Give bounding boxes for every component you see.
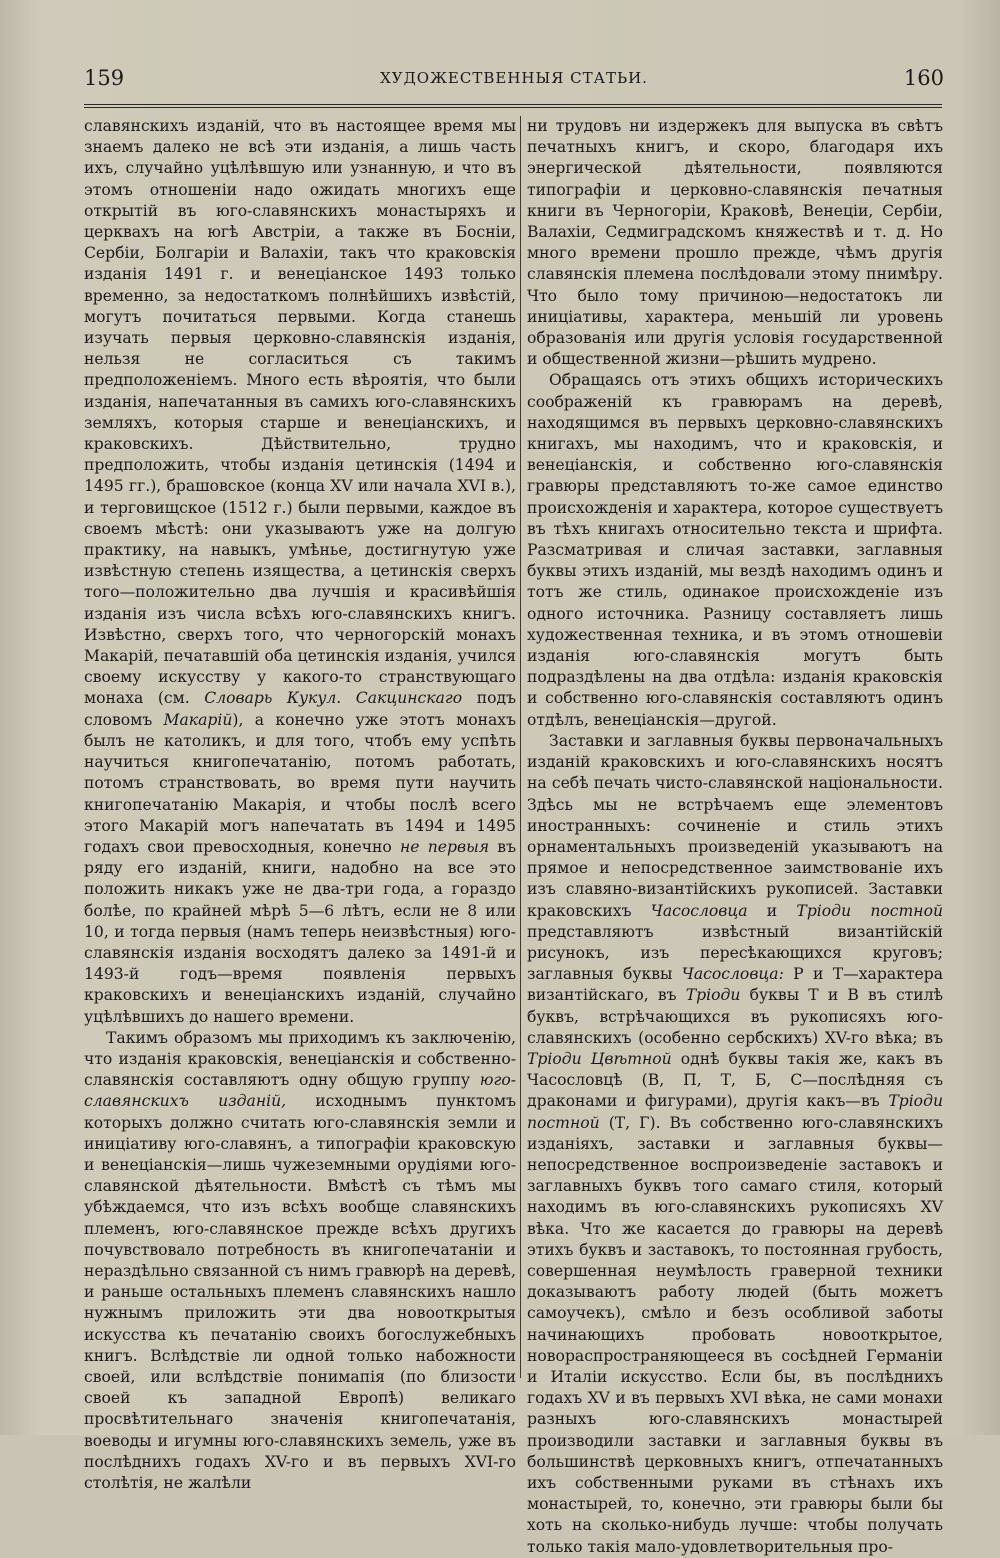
right-column [527, 116, 943, 1558]
page-number-left: 159 [84, 66, 125, 90]
paragraph: Обращаясь отъ этихъ общихъ историческихъ соображеній къ гравюрамъ на деревѣ, находящимся въ первыхъ церковно-славянскихъ книгахъ, мы находимъ, что и краковскія, и венеціанскія, и собственно юго-славянскія гравюры представляютъ то-же самое единство происхожденія и характера, которое существуетъ въ тѣхъ книгахъ относительно текста и шрифта. Разсматривая и сличая заставки, заглавныя буквы этихъ изданій, мы вездѣ находимъ одинъ и тотъ же стиль, одинакое происхожденіе изъ одного источника. Разницу составляетъ лишь художественная техника, и въ этомъ отношевіи изданія юго-славянскія могутъ быть подраздѣлены на два отдѣла: изданія краковскія и собственно юго-славянскія составляютъ одинъ отдѣлъ, венеціанскія—другой. [527, 371, 943, 729]
text-run: подъ словомъ [84, 689, 516, 729]
text-run: въ ряду его изданій, книги, надобно на все это положить никакъ уже не два-три года, а гораздо болѣе, по крайней мѣрѣ 5—6 лѣтъ, если не 8 или 10, и тогда первыя (намъ теперь неизвѣстныя) юго-славянскія изданія восходятъ далеко за 1491-й и 1493-й годъ—время появленія первыхъ краковскихъ и венеціанскихъ изданій, случайно уцѣлѣвшихъ до нашего времени. [84, 837, 516, 1026]
text-run: Заставки и заглавныя буквы первоначальныхъ изданій краковскихъ и юго-славянскихъ носятъ на себѣ печать чисто-славянской національности. Здѣсь мы не встрѣчаемъ еще элементовъ иностранныхъ: сочиненіе и стиль этихъ орнаментальныхъ произведеній указываютъ на прямое и непосредственное заимствованіе ихъ изъ славяно-византійскихъ рукописей. Заставки краковскихъ [527, 731, 943, 920]
header-rule-second [84, 107, 942, 108]
text-run: Такимъ образомъ мы приходимъ къ заключенію, что изданія краковскія, венеціанскія и собственно-славянскія составляютъ одну общую группу [84, 1028, 516, 1090]
page-number-right: 160 [903, 66, 944, 90]
italic-text: Тріоди постной [527, 1092, 943, 1132]
italic-text: не первыя [400, 837, 490, 856]
text-run: и [747, 901, 797, 920]
italic-text: Тріоди [685, 986, 741, 1005]
text-run: (Т, Г). Въ собственно юго-славянскихъ изданіяхъ, заставки и заглавныя буквы—непосредственное воспроизведеніе заставокъ и заглавныхъ буквъ того самаго стиля, который находимъ въ юго-славянскихъ рукописяхъ XV вѣка. Что же касается до гравюры на деревѣ этихъ буквъ и заставокъ, то постоянная грубость, совершенная неумѣлость граверной техники доказываютъ работу людей (быть можетъ самоучекъ), смѣло и безъ особливой заботы начинающихъ пробовать новооткрытое, новораспространяющееся въ сосѣдней Германіи и Италіи искусство. Если бы, въ послѣднихъ годахъ XV и въ первыхъ XVI вѣка, не сами монахи разныхъ юго-славянскихъ монастырей производили заставки и заглавныя буквы въ большинствѣ церковныхъ книгъ, отпечатанныхъ ихъ собственными руками въ стѣнахъ ихъ монастырей, то, конечно, эти гравюры были бы хоть на сколько-нибудь лучше: чтобы получать только такія мало-удовлетворительныя про- [527, 1113, 943, 1556]
paragraph [84, 1028, 516, 1494]
text-run: славянскихъ изданій, что въ настоящее время мы знаемъ далеко не всѣ эти изданія, а лишь часть ихъ, случайно уцѣлѣвшую или узнанную, и что въ этомъ отношеніи надо ожидать многихъ еще открытій въ юго-славянскихъ монастыряхъ и церквахъ на югѣ Австріи, а также въ Босніи, Сербіи, Болгаріи и Валахіи, такъ что краковскія изданія 1491 г. и венеціанское 1493 только временно, за недостаткомъ полнѣйшихъ извѣстій, могутъ почитаться первыми. Когда станешь изучать первыя церковно-славянскія изданія, нельзя не согласиться съ такимъ предположеніемъ. Много есть вѣроятія, что были изданія, напечатанныя въ самихъ юго-славянскихъ земляхъ, которыя старше и венеціанскихъ, и краковскихъ. Дѣйствительно, трудно предположить, чтобы изданія цетинскія (1494 и 1495 гг.), брашовское (конца XV или начала XVI в.), и терговищское (1512 г.) были первыми, каждое въ своемъ мѣстѣ: они указываютъ уже на долгую практику, на навыкъ, умѣнье, достигнутую уже извѣстную степень изящества, а цетинскія сверхъ того—положительно два лучшія и красивѣйшія изданія изъ числа всѣхъ юго-славянскихъ книгъ. Извѣстно, сверхъ того, что черногорскій монахъ Макарій, печатавшій оба цетинскія изданія, учился своему искусству у какого-то странствующаго монаха (см. [84, 117, 516, 708]
italic-text: Часословца: [681, 965, 784, 984]
page-header [84, 66, 944, 96]
text-run: Р и Т—характера византійскаго, въ [527, 965, 943, 1005]
italic-text: юго-славянскихъ изданій, [84, 1071, 516, 1111]
column-divider [520, 116, 521, 1378]
text-run: ), а конечно уже этотъ монахъ былъ не католикъ, и для того, чтобъ ему успѣть научиться книгопечатанію, потомъ работать, потомъ странствовать, во время пути научить книгопечатанію Макарія, и чтобы послѣ всего этого Макарій могъ напечатать въ 1494 и 1495 годахъ свои превосходныя, конечно [84, 710, 516, 856]
running-title: ХУДОЖЕСТВЕННЫЯ СТАТЬИ. [380, 69, 648, 87]
italic-text: Словарь Кукул. Сакцинскаго [204, 689, 463, 708]
italic-text: Макарій [163, 710, 233, 729]
paragraph: ни трудовъ ни издержекъ для выпуска въ свѣтъ печатныхъ книгъ, и скоро, благодаря ихъ энергической дѣятельности, появляются типографіи и церковно-славянскія печатныя книги въ Черногоріи, Краковѣ, Венеціи, Сербіи, Валахіи, Седмиградскомъ княжествѣ и т. д. Но много времени прошло прежде, чѣмъ другія славянскія племена послѣдовали этому пнимѣру. Что было тому причиною—недостатокъ ли иниціативы, характера, меньшій ли уровень образованія или другія условія государственной и общественной жизни—рѣшить мудрено. [527, 117, 943, 369]
left-column [84, 116, 516, 1494]
text-run: исходнымъ пунктомъ которыхъ должно считать юго-славянскія земли и иниціативу юго-славянъ, а типографіи краковскую и венеціанскія—лишь чужеземными орудіями юго-славянской дѣятельности. Вмѣстѣ съ тѣмъ мы убѣждаемся, что изъ всѣхъ вообще славянскихъ племенъ, юго-славянское прежде всѣхъ другихъ почувствовало потребность въ книгопечатаніи и нераздѣльно связанной съ нимъ гравюрѣ на деревѣ, и раньше остальныхъ племенъ славянскихъ нашло нужнымъ приложить эти два новооткрытыя искусства къ печатанію своихъ богослужебныхъ книгъ. Вслѣдствіе ли одной только набожности своей, или вслѣдствіе понимапія (по близости своей къ западной Европѣ) великаго просвѣтительнаго значенія книгопечатанія, воеводы и игумны юго-славянскихъ земель, уже въ послѣднихъ годахъ XV-го и въ первыхъ XVI-го столѣтія, не жалѣли [84, 1092, 517, 1492]
header-rule [84, 104, 942, 105]
italic-text: Часословца [650, 901, 748, 920]
italic-text: Тріоди Цвѣтной [527, 1049, 672, 1068]
text-run: представляютъ извѣстный византійскій рисунокъ, изъ пересѣкающихся круговъ; заглавныя буквы [527, 922, 943, 984]
paragraph [527, 731, 943, 1558]
text-run: однѣ буквы такія же, какъ въ Часословцѣ (В, П, Т, Б, С—послѣдняя съ драконами и фигурами), другія какъ—въ [527, 1049, 943, 1111]
text-run: буквы Т и В въ стилѣ буквъ, встрѣчающихся въ рукописяхъ юго-славянскихъ (особенно сербскихъ) XV-го вѣка; въ [527, 986, 944, 1047]
italic-text: Тріоди постной [796, 901, 943, 920]
paragraph [84, 116, 516, 1028]
